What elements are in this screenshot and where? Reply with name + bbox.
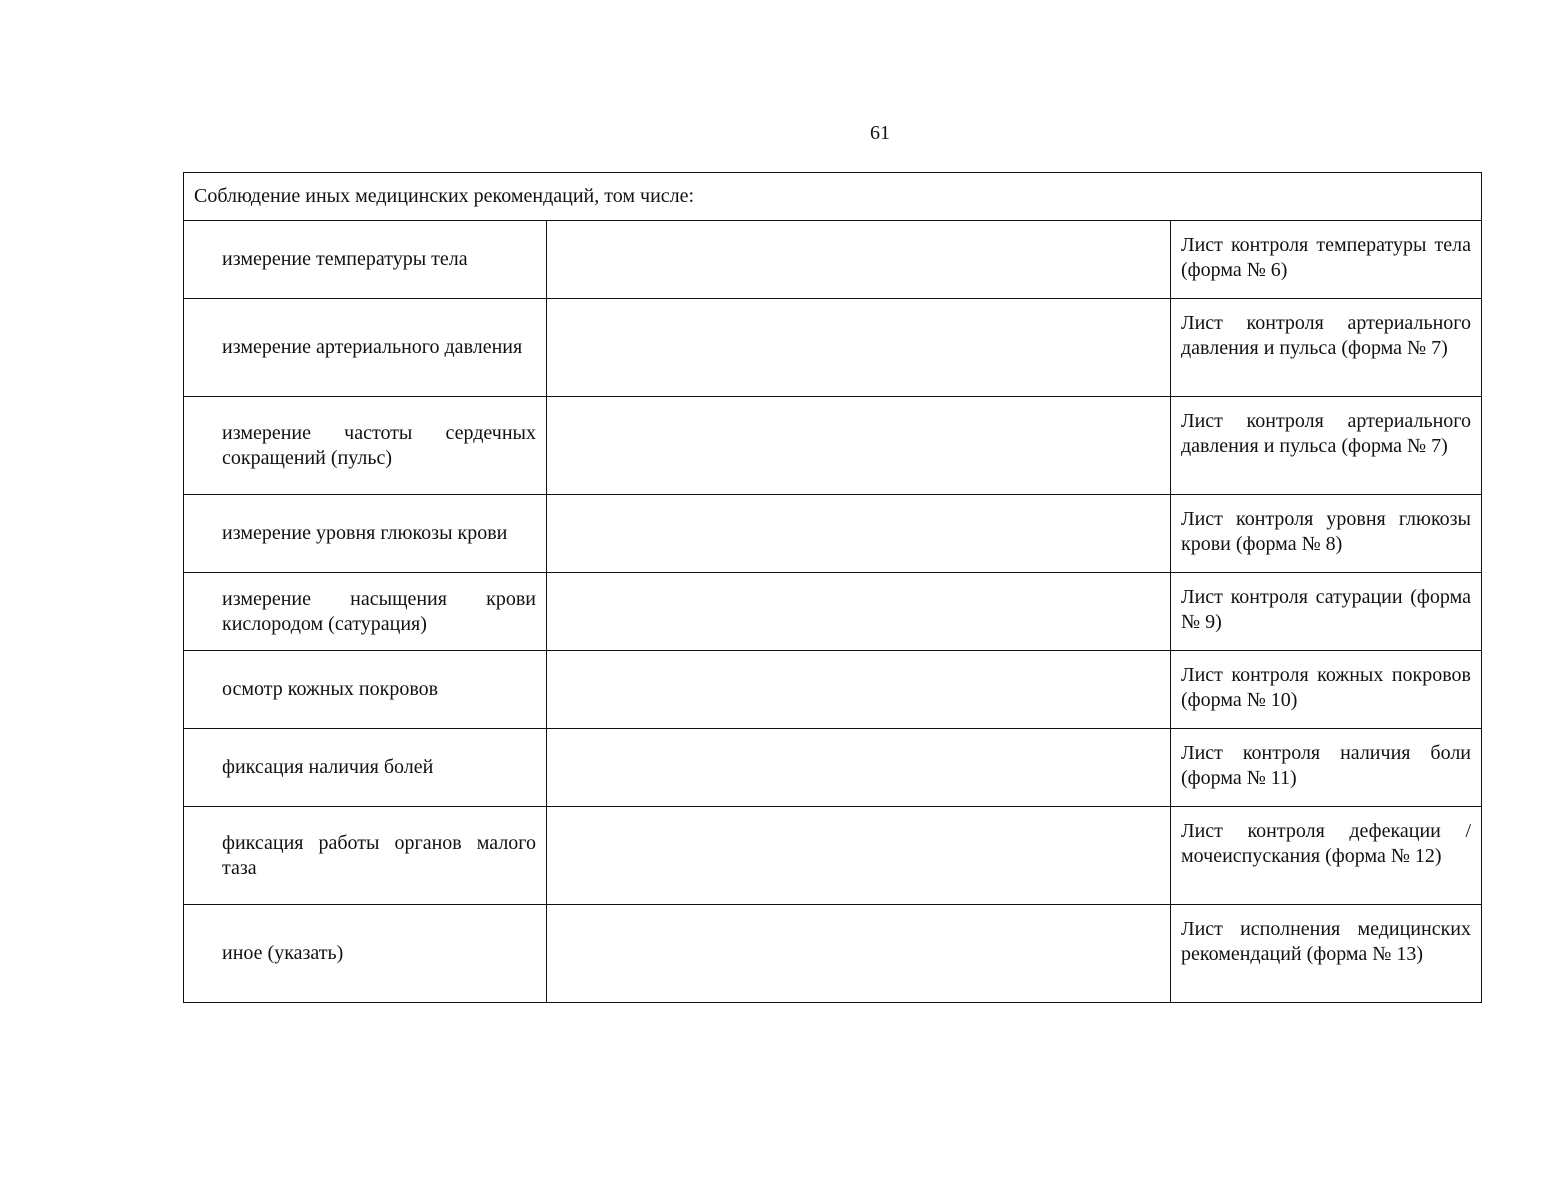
table-header-row xyxy=(184,173,1482,221)
table-row xyxy=(184,651,1482,729)
empty-entry-cell[interactable] xyxy=(547,397,1171,495)
control-form-text: Лист контроля сатурации (форма № 9) xyxy=(1181,586,1471,633)
table-row xyxy=(184,905,1482,1003)
empty-entry-cell[interactable] xyxy=(547,221,1171,299)
empty-entry-cell[interactable] xyxy=(547,495,1171,573)
table-row xyxy=(184,573,1482,651)
table-header-cell: Соблюдение иных медицинских рекомендаций, том числе: xyxy=(184,173,1482,221)
control-form-text: Лист контроля кожных покровов (форма № 10) xyxy=(1181,664,1471,711)
control-form-text: Лист контроля дефекации /мочеиспускания (форма № 12) xyxy=(1181,820,1471,867)
measurement-item-cell: измерение уровня глюкозы крови xyxy=(184,495,547,573)
measurement-item-cell: иное (указать) xyxy=(184,905,547,1003)
measurement-item-cell: измерение артериального давления xyxy=(184,299,547,397)
control-form-cell xyxy=(1171,573,1482,651)
control-form-text: Лист контроля уровня глюкозы крови (форма № 8) xyxy=(1181,508,1471,555)
measurement-item-cell: измерение насыщения крови кислородом (сатурация) xyxy=(184,573,547,651)
table-row xyxy=(184,299,1482,397)
table-row xyxy=(184,221,1482,299)
recommendations-table xyxy=(183,172,1482,1003)
table-row xyxy=(184,397,1482,495)
measurement-item-cell: фиксация наличия болей xyxy=(184,729,547,807)
control-form-text: Лист исполнения медицинских рекомендаций (форма № 13) xyxy=(1181,918,1471,965)
empty-entry-cell[interactable] xyxy=(547,729,1171,807)
control-form-cell xyxy=(1171,299,1482,397)
measurement-item-cell: измерение частоты сердечных сокращений (пульс) xyxy=(184,397,547,495)
measurement-item-cell: измерение температуры тела xyxy=(184,221,547,299)
page-number: 61 xyxy=(870,122,890,144)
control-form-cell xyxy=(1171,729,1482,807)
empty-entry-cell[interactable] xyxy=(547,651,1171,729)
control-form-text: Лист контроля артериального давления и пульса (форма № 7) xyxy=(1181,410,1471,457)
table-row xyxy=(184,495,1482,573)
control-form-cell xyxy=(1171,905,1482,1003)
control-form-text: Лист контроля артериального давления и пульса (форма № 7) xyxy=(1181,312,1471,359)
control-form-text: Лист контроля наличия боли (форма № 11) xyxy=(1181,742,1471,789)
control-form-cell xyxy=(1171,807,1482,905)
table-row xyxy=(184,807,1482,905)
control-form-cell xyxy=(1171,397,1482,495)
control-form-cell xyxy=(1171,221,1482,299)
empty-entry-cell[interactable] xyxy=(547,807,1171,905)
empty-entry-cell[interactable] xyxy=(547,299,1171,397)
control-form-cell xyxy=(1171,495,1482,573)
measurement-item-cell: фиксация работы органов малого таза xyxy=(184,807,547,905)
empty-entry-cell[interactable] xyxy=(547,573,1171,651)
table-row xyxy=(184,729,1482,807)
empty-entry-cell[interactable] xyxy=(547,905,1171,1003)
control-form-cell xyxy=(1171,651,1482,729)
control-form-text: Лист контроля температуры тела (форма № 6) xyxy=(1181,234,1471,281)
measurement-item-cell: осмотр кожных покровов xyxy=(184,651,547,729)
